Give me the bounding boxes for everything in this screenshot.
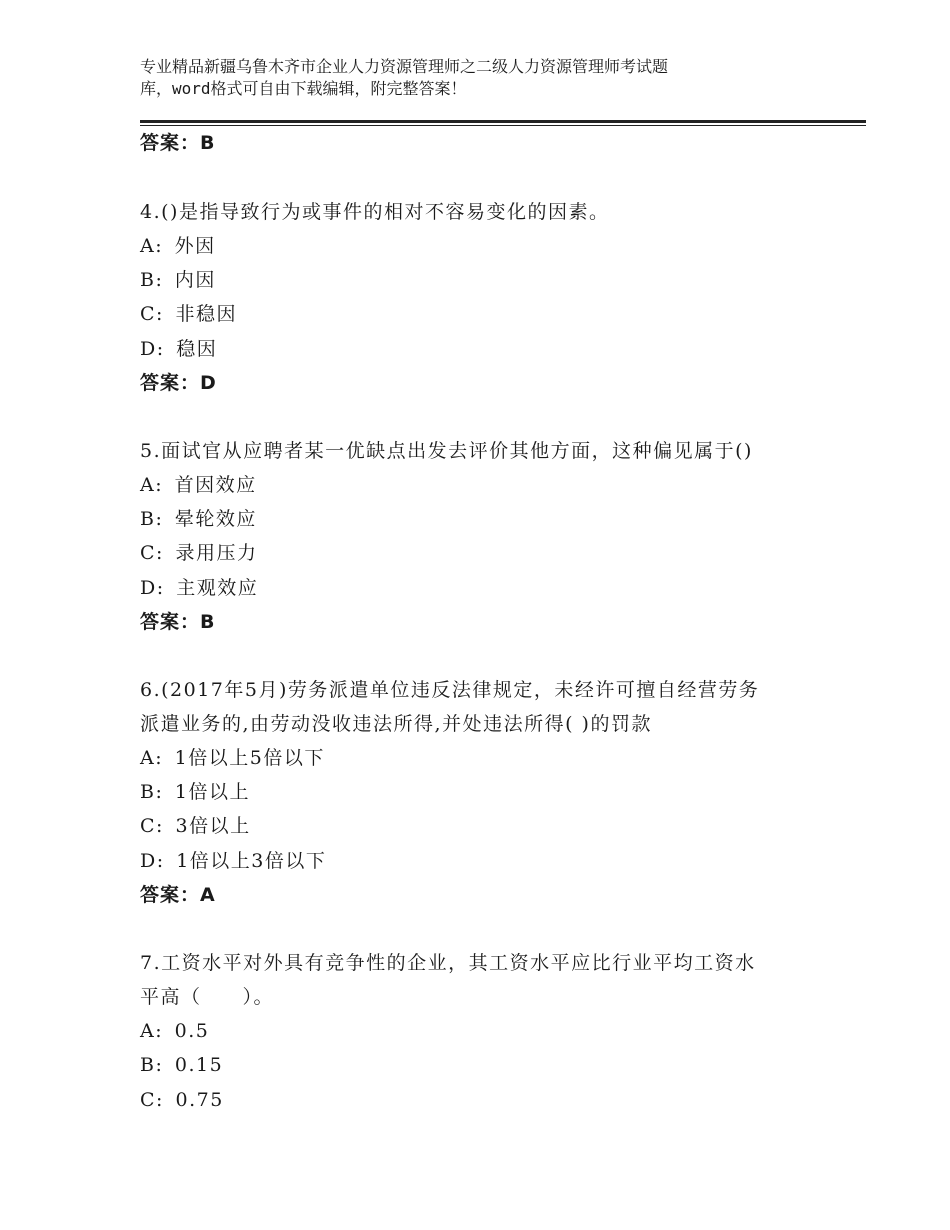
question-4-option-c [140, 302, 237, 326]
question-4-option-d [140, 337, 217, 361]
question-5-option-c [140, 541, 258, 565]
option-text: 内因 [174, 269, 216, 291]
header-rule-thin [140, 125, 866, 126]
option-letter: C: [140, 815, 164, 837]
page-header [140, 56, 800, 100]
option-text: 录用压力 [175, 542, 258, 564]
header-line-2: 库，word格式可自由下载编辑，附完整答案！ [140, 79, 467, 98]
option-text: 首因效应 [174, 474, 257, 496]
question-6-stem-line-2: 派遣业务的,由劳动没收违法所得,并处违法所得( )的罚款 [140, 713, 652, 735]
option-text: 1倍以上 [174, 781, 251, 803]
option-letter: A: [140, 747, 164, 769]
option-letter: D: [140, 850, 165, 872]
option-letter: A: [140, 474, 164, 496]
question-7-option-c [140, 1088, 224, 1112]
option-text: 0.5 [174, 1020, 210, 1042]
question-7-stem-line-1: 7.工资水平对外具有竞争性的企业，其工资水平应比行业平均工资水 [140, 952, 756, 974]
option-letter: D: [140, 338, 165, 360]
option-letter: B: [140, 269, 164, 291]
question-6-option-c [140, 814, 251, 838]
answer-q5: 答案：B [140, 611, 216, 633]
question-5-option-d [140, 576, 258, 600]
question-6-option-a [140, 746, 325, 770]
question-5-option-b [140, 507, 257, 531]
header-line-1: 专业精品新疆乌鲁木齐市企业人力资源管理师之二级人力资源管理师考试题 [140, 57, 669, 76]
question-6-option-d [140, 849, 326, 873]
option-letter: B: [140, 781, 164, 803]
question-4-stem: 4.()是指导致行为或事件的相对不容易变化的因素。 [140, 201, 610, 223]
option-letter: B: [140, 1054, 164, 1076]
header-rule-thick [140, 120, 866, 123]
option-text: 0.15 [174, 1054, 224, 1076]
question-6-option-b [140, 780, 250, 804]
option-text: 非稳因 [175, 303, 238, 325]
option-text: 0.75 [175, 1089, 224, 1111]
answer-q3: 答案：B [140, 132, 216, 154]
question-6-stem-line-1: 6.(2017年5月)劳务派遣单位违反法律规定，未经许可擅自经营劳务 [140, 679, 760, 701]
question-5-stem: 5.面试官从应聘者某一优缺点出发去评价其他方面，这种偏见属于() [140, 440, 753, 462]
option-text: 主观效应 [176, 577, 259, 599]
option-letter: A: [140, 235, 164, 257]
option-letter: C: [140, 303, 164, 325]
option-letter: B: [140, 508, 164, 530]
option-letter: C: [140, 1089, 164, 1111]
option-text: 稳因 [176, 338, 218, 360]
option-text: 3倍以上 [175, 815, 251, 837]
answer-q6: 答案：A [140, 884, 216, 906]
option-letter: C: [140, 542, 164, 564]
question-4-option-a [140, 234, 216, 258]
answer-q4: 答案：D [140, 372, 217, 394]
option-text: 1倍以上5倍以下 [174, 747, 325, 769]
option-letter: D: [140, 577, 165, 599]
option-text: 1倍以上3倍以下 [176, 850, 327, 872]
option-letter: A: [140, 1020, 164, 1042]
question-7-option-a [140, 1019, 209, 1043]
question-5-option-a [140, 473, 257, 497]
question-7-stem-line-2: 平高（ ）。 [140, 986, 275, 1008]
question-4-option-b [140, 268, 216, 292]
option-text: 晕轮效应 [174, 508, 257, 530]
option-text: 外因 [174, 235, 216, 257]
question-7-option-b [140, 1053, 223, 1077]
